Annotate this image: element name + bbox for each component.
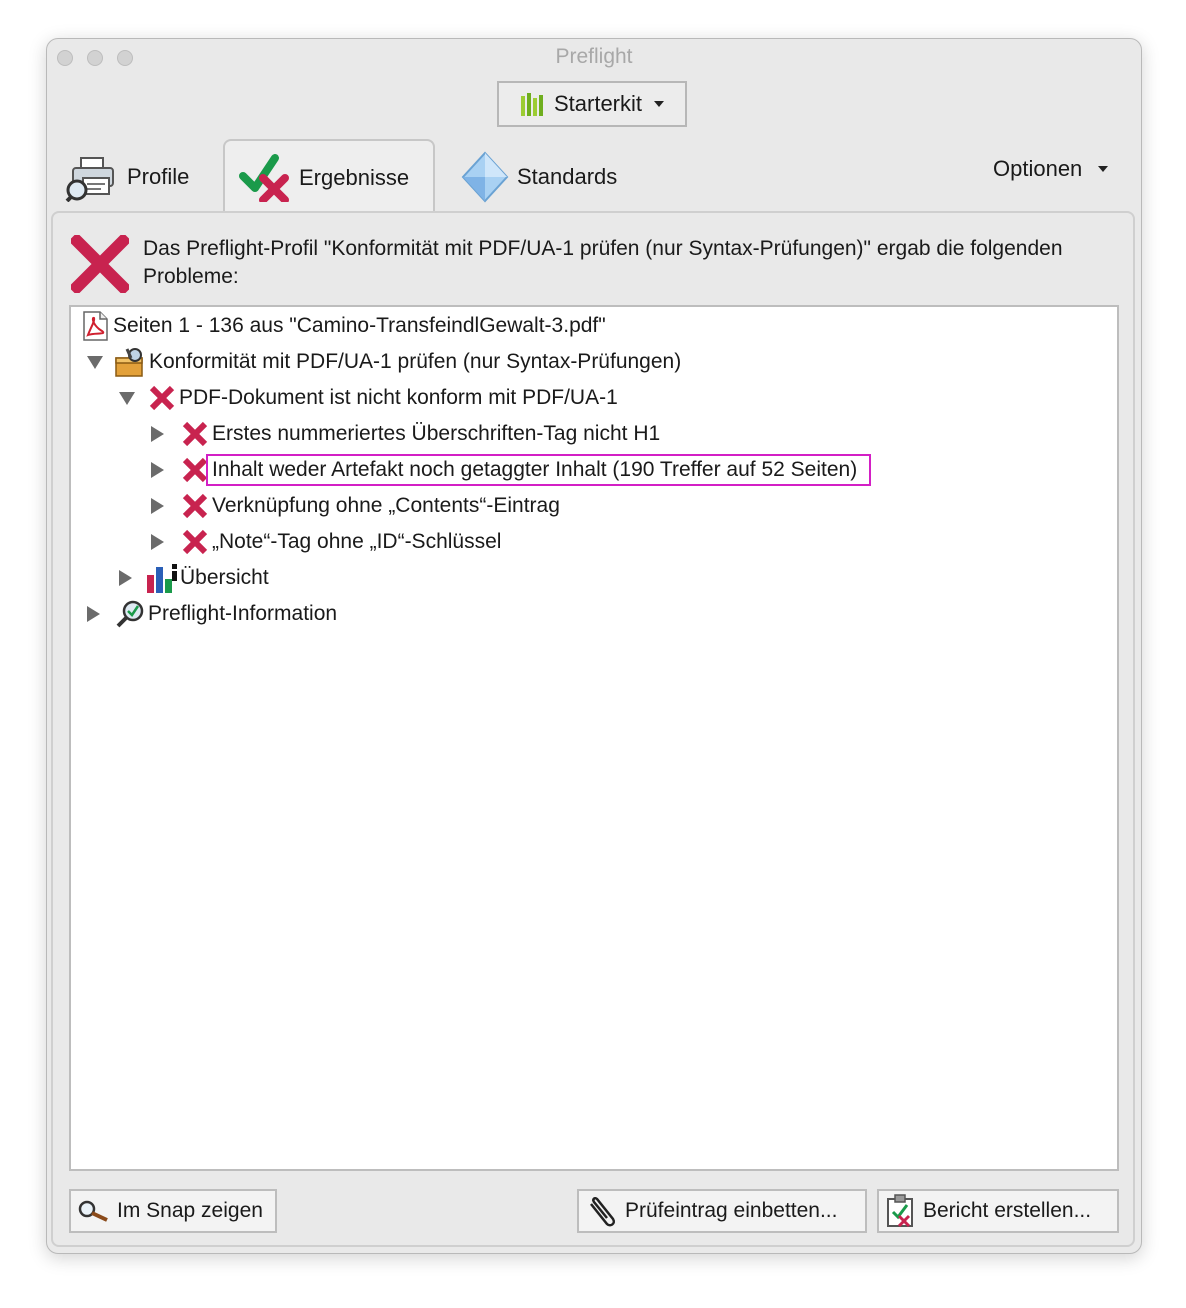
- tree-item-issue-selected[interactable]: [151, 453, 871, 487]
- error-x-icon: [178, 493, 212, 519]
- tab-standards-label: Standards: [517, 164, 618, 189]
- paperclip-icon: [585, 1194, 619, 1228]
- tree-item-label: Inhalt weder Artefakt noch getaggter Inhalt (190 Treffer auf 52 Seiten): [206, 454, 871, 486]
- tree-item-label: „Note“-Tag ohne „ID“-Schlüssel: [212, 530, 502, 553]
- tree-item-label: Erstes nummeriertes Überschriften-Tag nicht H1: [212, 422, 661, 445]
- starterkit-icon: [520, 92, 546, 116]
- chevron-down-icon: [654, 101, 664, 107]
- tab-profile[interactable]: [65, 139, 225, 215]
- options-menu[interactable]: [993, 149, 1123, 189]
- title-bar: [47, 39, 1141, 75]
- tab-ergebnisse[interactable]: [223, 139, 435, 215]
- tab-ergebnisse-label: Ergebnisse: [299, 165, 410, 190]
- result-message: Das Preflight-Profil "Konformität mit PDF/UA-1 prüfen (nur Syntax-Prüfungen)" ergab die folgenden Probleme:: [143, 237, 1063, 288]
- pdf-file-icon: [77, 311, 113, 341]
- preflight-window: [46, 38, 1142, 1254]
- tree-item-label: Seiten 1 - 136 aus "Camino-TransfeindlGewalt-3.pdf": [113, 314, 606, 337]
- error-x-icon: [178, 529, 212, 555]
- magnifier-check-icon: [112, 599, 148, 629]
- disclosure-expanded-icon[interactable]: [119, 392, 135, 405]
- tree-item-label: Übersicht: [180, 566, 269, 589]
- tree-item-nonconform[interactable]: [119, 381, 618, 415]
- tree-item-issue[interactable]: [151, 417, 660, 451]
- tree-item-label: PDF-Dokument ist nicht konform mit PDF/UA-1: [179, 386, 618, 409]
- tab-standards[interactable]: [459, 139, 659, 215]
- embed-audit-button[interactable]: [577, 1189, 867, 1233]
- diamond-icon: [459, 151, 511, 203]
- show-in-snap-button[interactable]: [69, 1189, 277, 1233]
- disclosure-collapsed-icon[interactable]: [151, 534, 164, 550]
- disclosure-collapsed-icon[interactable]: [151, 462, 164, 478]
- disclosure-expanded-icon[interactable]: [87, 356, 103, 369]
- create-report-label: Bericht erstellen...: [923, 1199, 1092, 1222]
- disclosure-collapsed-icon[interactable]: [87, 606, 100, 622]
- check-cross-icon: [239, 154, 293, 202]
- tree-item-profile[interactable]: [87, 345, 681, 379]
- tree-item-issue[interactable]: [151, 525, 501, 559]
- error-x-large-icon: [71, 235, 129, 293]
- tree-item-label: Konformität mit PDF/UA-1 prüfen (nur Syntax-Prüfungen): [149, 350, 682, 373]
- disclosure-collapsed-icon[interactable]: [119, 570, 132, 586]
- options-menu-label: Optionen: [993, 156, 1083, 181]
- create-report-button[interactable]: [877, 1189, 1119, 1233]
- profile-selector-dropdown[interactable]: [497, 81, 687, 127]
- clipboard-check-icon: [885, 1194, 917, 1228]
- embed-audit-label: Prüfeintrag einbetten...: [625, 1199, 838, 1222]
- tree-item-issue[interactable]: [151, 489, 560, 523]
- tree-item-label: Preflight-Information: [148, 602, 338, 625]
- profile-selector-label: Starterkit: [553, 91, 643, 116]
- tab-profile-label: Profile: [127, 164, 190, 189]
- tree-item-document[interactable]: [77, 309, 606, 343]
- tree-item-label: Verknüpfung ohne „Contents“-Eintrag: [212, 494, 560, 517]
- error-x-icon: [145, 385, 179, 411]
- magnifier-icon: [77, 1199, 111, 1223]
- window-title: Preflight: [555, 45, 633, 68]
- disclosure-collapsed-icon[interactable]: [151, 498, 164, 514]
- show-in-snap-label: Im Snap zeigen: [117, 1199, 263, 1222]
- tree-item-overview[interactable]: [119, 561, 269, 595]
- results-tree[interactable]: [69, 305, 1119, 1171]
- chevron-down-icon: [1098, 166, 1108, 172]
- disclosure-collapsed-icon[interactable]: [151, 426, 164, 442]
- error-x-icon: [178, 421, 212, 447]
- tree-item-info[interactable]: [87, 597, 337, 631]
- printer-magnifier-icon: [65, 152, 121, 202]
- toolbox-icon: [111, 346, 149, 378]
- overview-chart-icon: [144, 563, 180, 593]
